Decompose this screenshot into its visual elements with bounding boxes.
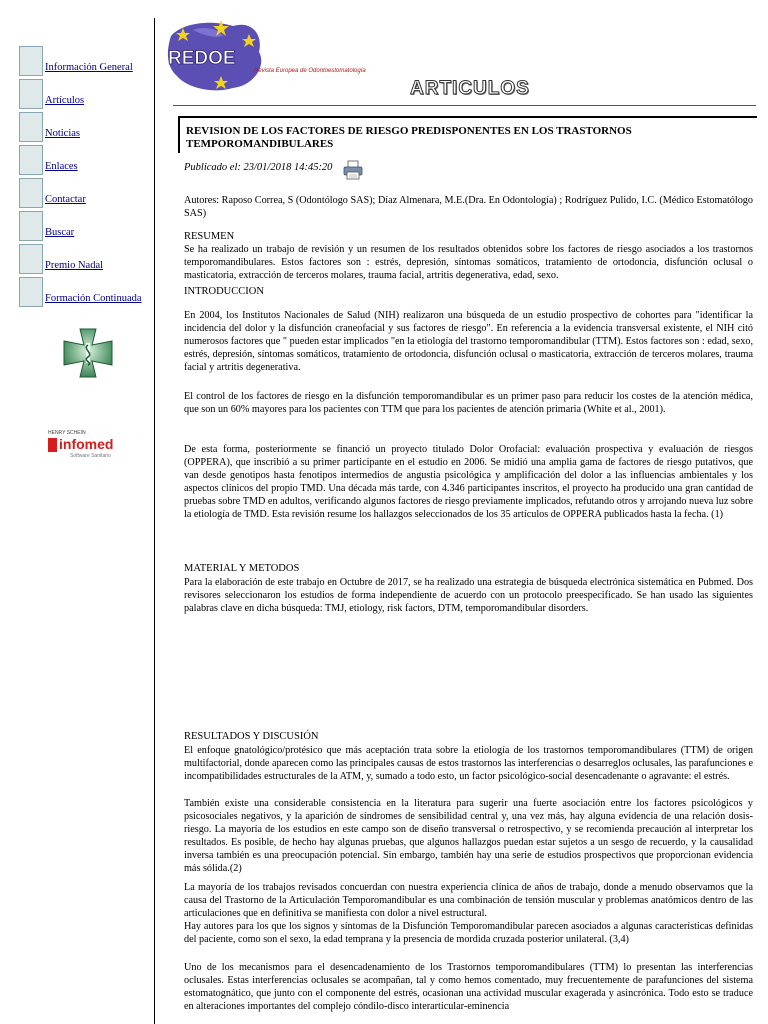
nav-item-enlaces[interactable] <box>19 145 159 177</box>
introduccion-heading: INTRODUCCION <box>184 286 264 297</box>
nav-link-contactar[interactable]: Contactar <box>45 194 86 205</box>
nav-item-noticias[interactable] <box>19 112 159 144</box>
nav-link-premio-nadal[interactable]: Premio Nadal <box>45 260 104 271</box>
nav-bullet-icon <box>19 277 43 307</box>
nav-item-informacion-general[interactable] <box>19 46 159 78</box>
nav-item-formacion-continuada[interactable] <box>19 277 159 309</box>
header-divider <box>173 105 756 106</box>
nav-bullet-icon <box>19 145 43 175</box>
nav-link-informacion-general[interactable]: Información General <box>45 62 133 73</box>
intro-paragraph-2: El control de los factores de riesgo en la disfunción temporomandibular es un primer paso para reducir los costes de la atención médica, que son un 60% mayores para los pacientes con TTM que para los pacientes de atención primaria (White et al., 2001). <box>184 391 753 415</box>
nav-item-buscar[interactable] <box>19 211 159 243</box>
article-authors: Autores: Raposo Correa, S (Odontólogo SAS); Díaz Almenara, M.E.(Dra. En Odontología) ; Rodríguez Pulido, I.C. (Médico Estomatólogo SAS) <box>184 195 753 219</box>
resumen-heading: RESUMEN <box>184 231 235 242</box>
resumen-text: Se ha realizado un trabajo de revisión y un resumen de los resultados obtenidos sobre los factores de riesgo asociados a los trastornos temporomandibulares. Estos factores son : estrés, depresión, síntomas somáticos, tratamiento de ortodoncia, disfunción oclusal o masticatoria, extracción de terceros molares, trauma facial, artritis degenerativa, edad, sexo. <box>184 244 753 281</box>
nav-link-noticias[interactable]: Noticias <box>45 128 80 139</box>
nav-link-buscar[interactable]: Buscar <box>45 227 75 238</box>
nav-bullet-icon <box>19 79 43 109</box>
nav-bullet-icon <box>19 178 43 208</box>
nav-link-articulos[interactable]: Artículos <box>45 95 85 106</box>
section-title: ARTICULOS <box>410 78 530 99</box>
intro-paragraph-3: De esta forma, posteriormente se financió un proyecto titulado Dolor Orofacial: evaluación prospectiva y evaluación de riesgos (OPPERA), que inscribió a su primer participante en el estudio en 2006. Se midió una amplia gama de factores de riesgo putativos, que van desde genotipos hasta fenotipos intermedios de angustia psicológica y amplificación del dolor a las influencias ambientales y los aspectos clínicos del propio TMD. Una década más tarde, con 4.346 participantes inscritos, el proyecto ha producido una gran cantidad de pruebas sobre TMD en adultos, verificando algunos factores de riesgo previamente implicados, refutando otros y arrojando nueva luz sobre la etiología de TMD. Esta revisión resume los hallazgos seleccionados de los 35 artículos de OPPERA publicados hasta la fecha. (1) <box>184 444 753 520</box>
nav-item-premio-nadal[interactable] <box>19 244 159 276</box>
redoe-logo[interactable] <box>163 16 283 96</box>
sponsor-subtitle: Software Sanitario <box>70 453 111 459</box>
nav-link-formacion-continuada[interactable]: Formación Continuada <box>45 293 142 304</box>
nav-link-enlaces[interactable]: Enlaces <box>45 161 78 172</box>
nav-bullet-icon <box>19 46 43 76</box>
print-icon[interactable] <box>343 160 363 180</box>
nav-bullet-icon <box>19 244 43 274</box>
article-title-box <box>178 116 757 153</box>
dental-cross-logo-icon[interactable] <box>62 327 114 379</box>
resultados-paragraph-1: El enfoque gnatológico/protésico que más aceptación trata sobre la etiología de los trastornos temporomandibulares (TTM) de origen multifactorial, donde aparecen como las principales causas de estos trastornos las interferencias o desarreglos oclusales, las parafunciones e incompatibilidades estructurales de la ATM, y, sumado a todo esto, un factor psicológico-social desencadenante o agravante: el estrés. <box>184 745 753 782</box>
site-subtitle: Revista Europea de Odontoestomatología <box>254 68 366 74</box>
intro-paragraph-1: En 2004, los Institutos Nacionales de Salud (NIH) realizaron una búsqueda de un estudio prospectivo de cohortes para "identificar la incidencia del dolor y la disfunción craneofacial y sus factores de riesgo". En referencia a la evidencia transversal existente, el NIH citó numerosos factores que " pueden estar implicados "en la etiología del trastorno temporomandibular (TTM). Estos factores son : edad, sexo, estrés, depresión, síntomas somáticos, tratamiento de ortodoncia, disfunción oclusal o masticatoria, extracción de terceros molares, trauma facial y artritis degenerativa. <box>184 310 753 373</box>
nav-item-contactar[interactable] <box>19 178 159 210</box>
material-metodos-heading: MATERIAL Y METODOS <box>184 563 300 574</box>
nav-item-articulos[interactable] <box>19 79 159 111</box>
logo-text: REDOE <box>168 48 236 69</box>
resultados-paragraph-2: También existe una considerable consistencia en la literatura para sugerir una fuerte asociación entre los factores psicológicos y psicosociales negativos, y la aparición de síndromes de sensibilidad central y, una vez más, hay alguna evidencia de una relación dosis-riesgo. La mayoría de los estudios en este campo son de diseño transversal o retrospectivo, y se recomienda precaución al interpretar los resultados. Es posible, de hecho hay algunas pruebas, que algunos hallazgos puedan estar sujetos a un sesgo de recuerdo, y la causalidad inversa también es una preocupación potencial. Sin embargo, también hay una serie de estudios prospectivos que proporcionan evidencia más sólida.(2) <box>184 798 753 874</box>
resultados-paragraph-4: Hay autores para los que los signos y síntomas de la Disfunción Temporomandibular parecen asociados a algunas características definidas del paciente, como son el sexo, la edad temprana y la presencia de mordida cruzada posterior unilateral. (3,4) <box>184 921 753 945</box>
material-metodos-text: Para la elaboración de este trabajo en Octubre de 2017, se ha realizado una estrategia de búsqueda electrónica sistemática en Pubmed. Dos revisores seleccionaron los estudios de forma independiente de acuerdo con un protocolo preespecificado. Se han usado las siguientes palabras clave en dicha búsqueda: TMJ, etiology, risk factors, DTM, temporomandibular disorders. <box>184 577 753 614</box>
article-title: REVISION DE LOS FACTORES DE RIESGO PREDISPONENTES EN LOS TRASTORNOS TEMPOROMANDIBULARES <box>186 125 632 150</box>
infomed-logo-icon <box>48 438 57 452</box>
nav-bullet-icon <box>19 211 43 241</box>
nav-bullet-icon <box>19 112 43 142</box>
resultados-paragraph-5: Uno de los mecanismos para el desencadenamiento de los Trastornos temporomandibulares (TTM) lo presentan las interferencias oclusales. Estas interferencias oclusales se acompañan, tal y como hemos comentado, muy frecuentemente de parafunciones del sistema estomatognático, que junto con el componente del estrés, ocasionan una actividad muscular exagerada y asincrónica. Todo esto se traduce en alteraciones importantes del complejo cóndilo-disco interarticular-eminencia <box>184 962 753 1012</box>
infomed-sponsor-link[interactable] <box>46 430 146 464</box>
sponsor-name: infomed <box>59 436 114 452</box>
published-date: Publicado el: 23/01/2018 14:45:20 <box>184 162 333 173</box>
resultados-heading: RESULTADOS Y DISCUSIÓN <box>184 731 319 742</box>
sponsor-top-text: HENRY SCHEIN <box>48 430 86 436</box>
resultados-paragraph-3: La mayoría de los trabajos revisados concuerdan con nuestra experiencia clínica de años de trabajo, donde a menudo observamos que la causa del Trastorno de la Articulación Temporomandibular es una combinación de tensión muscular y problemas anatómicos dentro de las articulaciones que en definitiva se manifiesta con dolor a nivel estructural. <box>184 882 753 919</box>
